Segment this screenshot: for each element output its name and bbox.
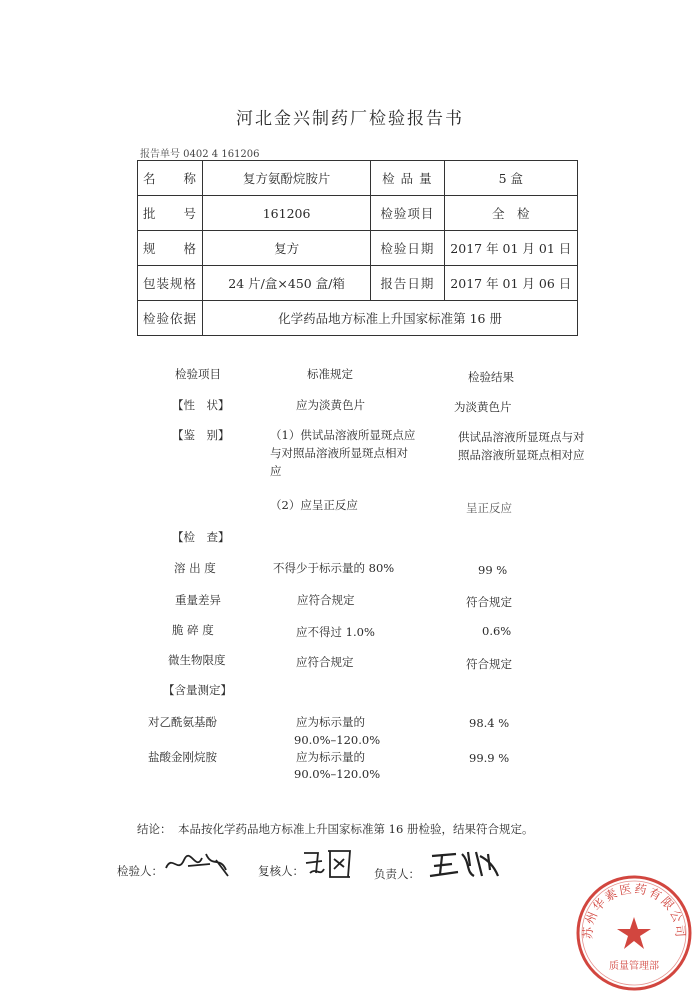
inspector-signature bbox=[162, 848, 234, 880]
value-sample-qty: 5 盒 bbox=[444, 161, 577, 196]
table-row bbox=[138, 301, 578, 336]
responsible-signature bbox=[428, 846, 502, 882]
table-row bbox=[138, 196, 578, 231]
label-test-date: 检验日期 bbox=[371, 231, 445, 266]
value-name: 复方氨酚烷胺片 bbox=[203, 161, 371, 196]
microbial-standard: 应符合规定 bbox=[296, 655, 354, 669]
table-row bbox=[138, 161, 578, 196]
microbial-result: 符合规定 bbox=[466, 657, 512, 671]
table-row bbox=[138, 266, 578, 301]
document-title: 河北金兴制药厂检验报告书 bbox=[236, 109, 464, 129]
assay-header: 【含量测定】 bbox=[163, 683, 232, 697]
info-table bbox=[137, 160, 578, 336]
conclusion-label: 结论： bbox=[137, 822, 172, 836]
identification-standard-1: （1）供试品溶液所显斑点应与对照品溶液所显斑点相对应 bbox=[270, 428, 416, 478]
dissolution-standard: 不得少于标示量的 80% bbox=[273, 561, 395, 575]
value-report-date: 2017 年 01 月 06 日 bbox=[444, 266, 577, 301]
assay-1-result: 98.4 % bbox=[469, 716, 510, 730]
reviewer-signature bbox=[300, 845, 360, 881]
assay-2-standard-b: 90.0%–120.0% bbox=[294, 767, 381, 781]
assay-1-standard-b: 90.0%–120.0% bbox=[294, 733, 381, 747]
label-name: 名 称 bbox=[138, 161, 203, 196]
related-item: 重量差异 bbox=[175, 593, 221, 607]
label-sample-qty: 检 品 量 bbox=[371, 161, 445, 196]
seal-text: 苏州华素医药有限公司 bbox=[580, 881, 688, 940]
responsible-label: 负责人： bbox=[374, 867, 420, 881]
assay-1-item: 对乙酰氨基酚 bbox=[148, 715, 217, 729]
character-standard: 应为淡黄色片 bbox=[296, 398, 365, 412]
header-result: 检验结果 bbox=[468, 370, 514, 384]
character-item: 【性 状】 bbox=[172, 398, 230, 412]
label-spec: 规 格 bbox=[138, 231, 203, 266]
value-batch: 161206 bbox=[203, 196, 371, 231]
value-test-date: 2017 年 01 月 01 日 bbox=[444, 231, 577, 266]
identification-item: 【鉴 别】 bbox=[172, 428, 230, 442]
dissolution-result: 99 % bbox=[478, 563, 508, 577]
header-item: 检验项目 bbox=[175, 367, 221, 381]
identification-standard-2: （2）应呈正反应 bbox=[270, 498, 358, 512]
value-basis: 化学药品地方标准上升国家标准第 16 册 bbox=[203, 301, 578, 336]
value-test-items: 全 检 bbox=[444, 196, 577, 231]
company-seal bbox=[574, 873, 694, 993]
assay-2-result: 99.9 % bbox=[469, 751, 510, 765]
value-spec: 复方 bbox=[203, 231, 371, 266]
label-basis: 检验依据 bbox=[138, 301, 203, 336]
table-row bbox=[138, 231, 578, 266]
label-batch: 批 号 bbox=[138, 196, 203, 231]
value-package: 24 片/盒×450 盒/箱 bbox=[203, 266, 371, 301]
label-report-date: 报告日期 bbox=[371, 266, 445, 301]
assay-2-standard-a: 应为标示量的 bbox=[296, 750, 365, 764]
inspector-label: 检验人： bbox=[117, 864, 163, 878]
assay-1-standard-a: 应为标示量的 bbox=[296, 715, 365, 729]
report-number: 报告单号 0402 4 161206 bbox=[140, 149, 260, 160]
microbial-item: 微生物限度 bbox=[168, 653, 226, 667]
friability-standard: 应不得过 1.0% bbox=[296, 625, 375, 639]
check-header: 【检 查】 bbox=[172, 530, 230, 544]
reviewer-label: 复核人： bbox=[258, 864, 304, 878]
seal-subtext: 质量管理部 bbox=[609, 961, 659, 972]
related-standard: 应符合规定 bbox=[297, 593, 355, 607]
conclusion-text: 本品按化学药品地方标准上升国家标准第 16 册检验，结果符合规定。 bbox=[178, 822, 534, 836]
friability-item: 脆 碎 度 bbox=[172, 623, 214, 637]
label-test-items: 检验项目 bbox=[371, 196, 445, 231]
identification-result-2: 呈正反应 bbox=[466, 501, 512, 515]
friability-result: 0.6% bbox=[482, 624, 512, 638]
identification-result-1: 供试品溶液所显斑点与对照品溶液所显斑点相对应 bbox=[458, 430, 585, 462]
dissolution-item: 溶 出 度 bbox=[174, 561, 216, 575]
label-package: 包装规格 bbox=[138, 266, 203, 301]
assay-2-item: 盐酸金刚烷胺 bbox=[148, 750, 217, 764]
character-result: 为淡黄色片 bbox=[454, 400, 512, 414]
header-standard: 标准规定 bbox=[307, 367, 353, 381]
related-result: 符合规定 bbox=[466, 595, 512, 609]
